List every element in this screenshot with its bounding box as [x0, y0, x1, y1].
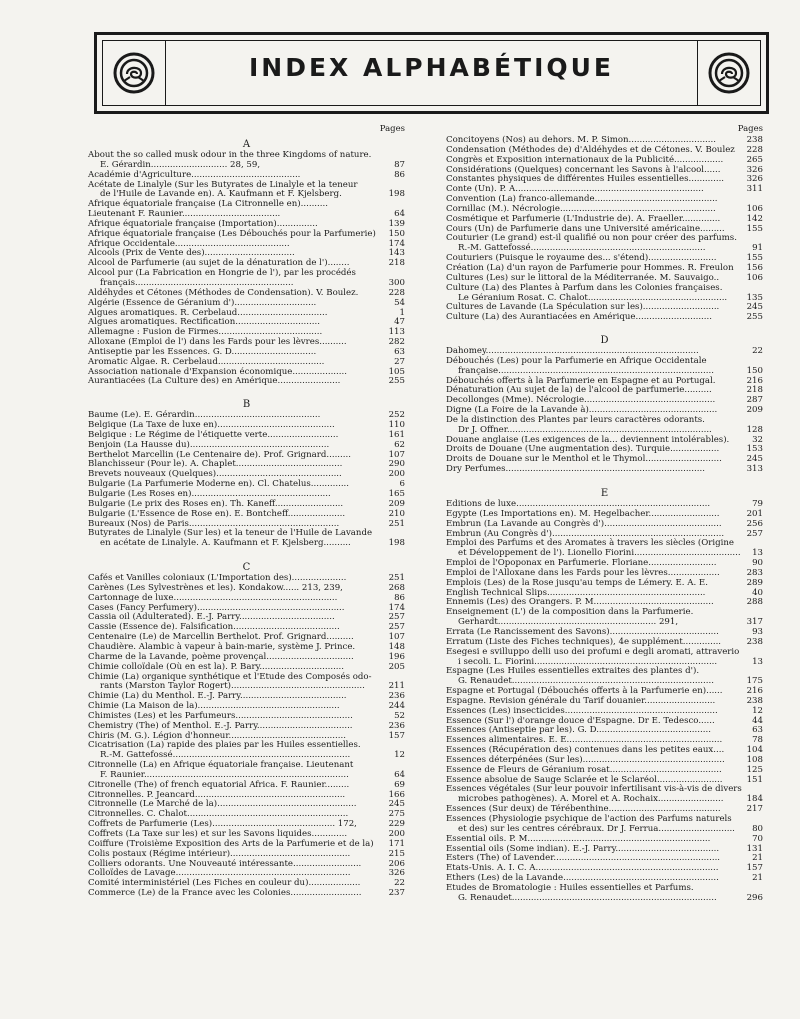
entry-text: et des) sur les centres cérébraux. Dr J. Ferrua............................: [458, 823, 735, 834]
entry-text: Colis postaux (Régime intérieur)............................................: [88, 848, 351, 859]
entry-text: Cafés et Vanilles coloniaux (L'Importation des)....................: [88, 573, 347, 584]
entry-text: De la distinction des Plantes par leurs caractères odorants.: [446, 414, 705, 425]
entry-page-number: 229: [388, 819, 405, 830]
entry-page-number: 166: [388, 789, 405, 800]
entry-text: Dénaturation (Au sujet de la) de l'alcool de parfumerie..........: [446, 385, 712, 396]
entry-text: Emploi de l'Alloxane dans les Fards pour les lèvres...................: [446, 567, 720, 578]
pages-column-header: Pages: [737, 124, 763, 134]
entry-text: Centenaire (Le) de Marcellin Berthelot. Prof. Grignard..........: [88, 632, 354, 643]
entry-text: Afrique équatoriale française (Les Débouchés pour la Parfumerie): [88, 228, 376, 239]
pages-column-header: Pages: [379, 124, 405, 134]
entry-page-number: 228: [388, 287, 405, 298]
entry-text: Cultures de Lavande (La Spéculation sur les)............................: [446, 302, 720, 313]
index-entry: [446, 313, 763, 323]
entry-page-number: 1: [399, 307, 405, 318]
entry-page-number: 200: [388, 829, 405, 839]
entry-text: en acétate de Linalyle. A. Kaufmann et F. Kjelsberg..........: [100, 538, 351, 549]
entry-page-number: 251: [388, 518, 405, 529]
entry-page-number: 245: [746, 454, 763, 465]
entry-page-number: 311: [746, 184, 763, 195]
entry-text: Essences végétales (Sur leur pouvoir infertilisant vis-à-vis de divers: [446, 784, 742, 795]
entry-text: Etudes de Bromatologie : Huiles essentielles et Parfums.: [446, 882, 694, 893]
entry-text: Aldéhydes et Cétones (Méthodes de Condensation). V. Boulez.: [88, 287, 359, 298]
entry-page-number: 13: [752, 656, 763, 667]
entry-page-number: 218: [388, 258, 405, 269]
entry-page-number: 44: [752, 715, 763, 726]
entry-text: R.-M. Gattefossé.................................................................: [100, 750, 351, 761]
entry-page-number: 326: [388, 868, 405, 879]
entry-page-number: 317: [746, 617, 763, 628]
entry-text: Cicatrisation (La) rapide des plaies par les Huiles essentielles.: [88, 740, 361, 751]
entry-page-number: 289: [746, 577, 763, 588]
entry-text: Algues aromatiques. Rectification...............................: [88, 317, 320, 328]
entry-text: Alloxane (Emploi de l') dans les Fards pour les lèvres..........: [88, 337, 347, 348]
entry-text: F. Raunier...........................................................................: [100, 769, 349, 780]
entry-page-number: 198: [388, 538, 405, 549]
entry-page-number: 300: [388, 277, 405, 288]
entry-page-number: 40: [752, 587, 763, 598]
entry-page-number: 148: [388, 641, 405, 652]
entry-page-number: 209: [388, 498, 405, 509]
entry-page-number: 78: [752, 735, 763, 746]
entry-text: Essences alimentaires. E. E.........................................................: [446, 735, 723, 746]
entry-page-number: 6: [399, 479, 405, 490]
entry-page-number: 251: [388, 573, 405, 584]
entry-text: microbes pathogènes). A. Morel et A. Rochaix........................: [458, 794, 724, 805]
entry-text: Embrun (Au Congrès d')...............................................................: [446, 528, 725, 539]
entry-page-number: 198: [388, 189, 405, 200]
entry-text: Essences (Récupération des) contenues dans les petites eaux....: [446, 745, 725, 756]
entry-text: Essences (Physiologie psychique de l'action des Parfums naturels: [446, 814, 732, 824]
entry-text: Cassia oil (Adulterated). E.-J. Parry...................................: [88, 612, 335, 623]
entry-text: Condensation (Méthodes de) d'Aldéhydes et de Cétones. V. Boulez: [446, 144, 735, 155]
entry-text: Citronnelle (La) en Afrique équatoriale française. Lieutenant: [88, 760, 354, 771]
entry-text: i secoli. L. Fiorini...................................................................: [458, 656, 718, 667]
entry-text: Butyrates de Linalyle (Sur les) et la teneur de l'Huile de Lavande: [88, 528, 373, 539]
entry-text: Belgique : Le Régime de l'étiquette verte..........................: [88, 429, 339, 440]
entry-page-number: 326: [746, 164, 763, 175]
entry-page-number: 155: [746, 253, 763, 264]
entry-page-number: 255: [388, 376, 405, 387]
entry-page-number: 64: [394, 209, 405, 220]
entry-page-number: 238: [746, 135, 763, 145]
entry-text: Esegesi e svilluppo delli uso dei profumi e degli aromati, attraverio: [446, 646, 740, 657]
entry-text: Embrun (La Lavande au Congrès d')...........................................: [446, 518, 722, 529]
entry-text: Association nationale d'Expansion économique....................: [88, 366, 347, 377]
entry-text: Constantes physiques de différentes Huiles essentielles.............: [446, 174, 725, 185]
entry-page-number: 70: [752, 833, 763, 844]
section-letter: D: [600, 335, 609, 347]
entry-text: Acétate de Linalyle (Sur les Butyrates de Linalyle et la teneur: [88, 179, 358, 190]
entry-page-number: 125: [746, 764, 763, 775]
entry-text: Débouchés offerts à la Parfumerie en Espagne et au Portugal.: [446, 375, 716, 386]
entry-text: Egypte (Les Importations en). M. Hegelbacher..........................: [446, 508, 720, 519]
entry-page-number: 256: [746, 518, 763, 529]
index-entry: [446, 894, 763, 904]
entry-page-number: 12: [752, 705, 763, 716]
entry-text: Congrès et Exposition internationaux de la Publicité..................: [446, 154, 724, 165]
entry-text: Colloïdes de Lavage................................................................: [88, 868, 351, 879]
entry-text: Création (La) d'un rayon de Parfumerie pour Hommes. R. Freulon: [446, 262, 734, 273]
entry-page-number: 205: [388, 661, 405, 672]
entry-text: Cartonnage de luxe............................................................: [88, 592, 338, 603]
index-column-right: [446, 125, 763, 904]
entry-text: Chimistes (Les) et les Parfumeurs...........................................: [88, 710, 353, 721]
entry-page-number: 283: [746, 567, 763, 578]
entry-page-number: 157: [746, 863, 763, 874]
entry-page-number: 268: [388, 582, 405, 593]
entry-page-number: 139: [388, 218, 405, 229]
entry-page-number: 255: [746, 312, 763, 323]
entry-text: Bulgarie (Les Roses en)...................................................: [88, 489, 331, 499]
index-entry: [446, 465, 763, 475]
entry-text: Belgique (La Taxe de luxe en)...........................................: [88, 420, 335, 431]
entry-text: Cultures (Les) sur le littoral de la Méditerranée. M. Sauvaigo..: [446, 272, 720, 283]
entry-text: Digne (La Foire de la Lavande à)...............................................: [446, 405, 718, 416]
entry-text: Chaudière. Alambic à vapeur à bain-marie, système J. Prince.: [88, 641, 356, 652]
entry-page-number: 218: [746, 385, 763, 396]
entry-page-number: 171: [388, 838, 405, 849]
entry-page-number: 13: [752, 548, 763, 559]
entry-text: Chimie (La) organique synthétique et l'Etude des Composés odo-: [88, 671, 372, 682]
entry-page-number: 79: [752, 499, 763, 509]
entry-text: Benjoin (La Hausse du)...................................................: [88, 439, 330, 450]
entry-text: Considérations (Quelques) concernant les Savons à l'alcool......: [446, 164, 721, 175]
entry-text: rants (Marston Taylor Rogert).................................................: [100, 681, 365, 692]
entry-page-number: 64: [394, 769, 405, 780]
entry-text: Berthelot Marcellin (Le Centenaire de). Prof. Grignard.........: [88, 449, 351, 460]
entry-text: Carènes (Les Sylvestrènes et les). Kondakow...... 213, 239,: [88, 582, 343, 593]
entry-text: Essence de Fleurs de Géranium rosat.........................................: [446, 764, 722, 775]
entry-text: Enseignement (L') de la composition dans la Parfumerie.: [446, 607, 694, 618]
entry-text: Conte (Un). P. A.....................................................................: [446, 184, 704, 195]
entry-page-number: 206: [388, 858, 405, 869]
entry-page-number: 22: [752, 346, 763, 357]
entry-page-number: 245: [388, 799, 405, 810]
entry-text: Cours (Un) de Parfumerie dans une Université américaine.........: [446, 223, 725, 234]
entry-page-number: 107: [388, 449, 405, 460]
entry-page-number: 201: [746, 508, 763, 519]
entry-text: Cassie (Essence de). Falsification.......................................: [88, 622, 340, 633]
entry-text: Cases (Fancy Perfumery)......................................................: [88, 602, 345, 613]
entry-text: Algérie (Essence de Géranium d')..............................: [88, 297, 317, 308]
section-letter: B: [242, 399, 251, 411]
entry-text: Algues aromatiques. R. Cerbelaud.................................: [88, 307, 328, 318]
entry-text: Essential oils (Some indian). E.-J. Parry......................................: [446, 843, 720, 854]
entry-page-number: 296: [746, 892, 763, 903]
entry-page-number: 238: [746, 695, 763, 706]
entry-page-number: 106: [746, 272, 763, 283]
entry-text: Coffrets (La Taxe sur les) et sur les Savons liquides.............: [88, 829, 348, 839]
entry-page-number: 106: [746, 203, 763, 214]
entry-text: G. Renaudet...........................................................................: [458, 892, 717, 903]
entry-text: Citronnelles. C. Chalot...........................................................: [88, 809, 349, 820]
entry-text: Bulgarie (L'Essence de Rose en). E. Bontcheff.....................: [88, 508, 346, 519]
entry-page-number: 12: [394, 750, 405, 761]
entry-text: Essences déterpénées (Sur les)....................................................: [446, 754, 725, 765]
index-column-left: [88, 125, 405, 899]
entry-page-number: 265: [746, 154, 763, 165]
entry-text: Espagne et Portugal (Débouchés offerts à la Parfumerie en)......: [446, 686, 723, 697]
entry-text: Alcools (Prix de Vente des).................................: [88, 248, 295, 259]
entry-page-number: 93: [752, 626, 763, 637]
entry-text: English Technical Slips..........................................................: [446, 587, 706, 598]
index-entry: [88, 377, 405, 387]
entry-text: G. Renaudet..........................................................................: [458, 676, 714, 687]
entry-page-number: 216: [746, 375, 763, 386]
entry-text: Charme de la Lavande, poème provençal................................: [88, 651, 354, 662]
entry-page-number: 209: [746, 405, 763, 416]
entry-text: Essence absolue de Sauge Sclarée et le Sclaréol........................: [446, 774, 723, 785]
entry-page-number: 107: [388, 632, 405, 643]
entry-page-number: 142: [746, 213, 763, 224]
entry-page-number: 86: [394, 592, 405, 603]
entry-page-number: 21: [752, 873, 763, 884]
entry-text: Emploi de l'Opoponax en Parfumerie. Floriane.........................: [446, 558, 717, 569]
entry-page-number: 69: [394, 779, 405, 790]
entry-page-number: 47: [394, 317, 405, 328]
entry-text: Culture (La) des Plantes à Parfum dans les Colonies françaises.: [446, 282, 723, 293]
entry-text: Aromatic Algae. R. Cerbelaud.......................................: [88, 356, 325, 367]
section-letter: A: [242, 139, 251, 150]
entry-text: Editions de luxe.......................................................................: [446, 499, 711, 509]
entry-text: Allemagne : Fusion de Firmes......................................: [88, 327, 323, 338]
entry-text: Brevets nouveaux (Quelques)..............................................: [88, 469, 342, 480]
entry-text: Antiseptie par les Essences. G. D...............................: [88, 346, 317, 357]
entry-page-number: 150: [746, 365, 763, 376]
entry-page-number: 156: [746, 262, 763, 273]
entry-text: Commerce (Le) de la France avec les Colonies..........................: [88, 888, 362, 899]
entry-page-number: 326: [746, 174, 763, 185]
entry-text: Lieutenant F. Raunier....................................: [88, 209, 281, 220]
entry-text: Gerhardt.......................................................... 291,: [458, 617, 679, 628]
entry-text: Le Géranium Rosat. C. Chalot...................................................: [458, 292, 728, 303]
entry-page-number: 104: [746, 745, 763, 756]
entry-text: Dahomey..............................................................................: [446, 346, 699, 357]
entry-page-number: 153: [746, 444, 763, 455]
entry-page-number: 175: [746, 676, 763, 687]
entry-text: Chimie (La) du Menthol. E.-J. Parry.......................................: [88, 691, 347, 702]
entry-page-number: 288: [746, 597, 763, 608]
entry-text: Chimie (La Maison de la)....................................................: [88, 701, 340, 712]
entry-text: Colliers odorants. Une Nouveauté intéressante.........................: [88, 858, 362, 869]
entry-text: Cornillac (M.). Nécrologie.........................................................: [446, 203, 716, 214]
entry-page-number: 216: [746, 686, 763, 697]
entry-page-number: 62: [394, 439, 405, 450]
entry-text: Erratum (Liste des Fiches techniques), 4e supplément..............: [446, 636, 722, 647]
entry-page-number: 238: [746, 636, 763, 647]
entry-text: Espagne (Les Huiles essentielles extraites des plantes d').: [446, 666, 700, 677]
entry-text: Essences (Les) insecticides........................................................: [446, 705, 718, 716]
entry-text: Etats-Unis. A. I. C. A...................................................................: [446, 863, 719, 874]
entry-text: Cosmétique et Parfumerie (L'Industrie de). A. Fraeller..............: [446, 213, 721, 224]
entry-page-number: 151: [746, 774, 763, 785]
rose-ornament-icon: [111, 50, 157, 96]
entry-page-number: 80: [752, 823, 763, 834]
entry-text: Académie d'Agriculture........................................: [88, 169, 301, 180]
entry-page-number: 275: [388, 809, 405, 820]
entry-page-number: 184: [746, 794, 763, 805]
entry-page-number: 244: [388, 701, 405, 712]
entry-page-number: 236: [388, 691, 405, 702]
entry-text: Débouchés (Les) pour la Parfumerie en Afrique Occidentale: [446, 355, 707, 366]
entry-text: Dry Perfumes.........................................................................: [446, 464, 705, 475]
entry-page-number: 174: [388, 602, 405, 613]
entry-page-number: 200: [388, 469, 405, 480]
entry-page-number: 128: [746, 424, 763, 435]
entry-page-number: 217: [746, 804, 763, 815]
entry-text: Comité interministériel (Les Fiches en couleur du)...................: [88, 878, 361, 889]
entry-text: Essences (Sur deux) de Térébenthine.........................................: [446, 804, 721, 815]
entry-page-number: 131: [746, 843, 763, 854]
entry-page-number: 32: [752, 434, 763, 445]
entry-text: Essences (Antiseptie par les). G. D..........................................: [446, 725, 711, 736]
entry-page-number: 161: [388, 429, 405, 440]
entry-text: Esters (The) of Lavender.............................................................: [446, 853, 721, 864]
entry-page-number: 143: [388, 248, 405, 259]
entry-text: Convention (La) franco-allemande.............................................: [446, 194, 718, 205]
banner-divider-left: [165, 41, 166, 105]
entry-text: Bulgarie (La Parfumerie Moderne en). Cl. Chatelus..............: [88, 479, 350, 490]
banner-divider-right: [697, 41, 698, 105]
index-entry: [88, 889, 405, 899]
entry-text: Emploi des Parfums et des Aromates à travers les siècles (Origine: [446, 538, 734, 549]
entry-text: R.-M. Gattefossé................................................................: [458, 243, 706, 254]
entry-page-number: 290: [388, 459, 405, 470]
entry-page-number: 257: [388, 612, 405, 623]
entry-text: Bureaux (Nos) de Paris.......................................................: [88, 518, 340, 529]
entry-page-number: 165: [388, 489, 405, 499]
entry-text: Citronnelles. P. Jeancard.......................................................: [88, 789, 346, 800]
entry-text: Dr J. Offner...........................................................................: [458, 424, 712, 435]
entry-text: Droits de Douane (Une augmentation des). Turquie..................: [446, 444, 720, 455]
entry-page-number: 210: [388, 508, 405, 519]
entry-page-number: 110: [388, 420, 405, 431]
entry-page-number: 22: [394, 878, 405, 889]
entry-text: française...............................................................................: [458, 365, 714, 376]
entry-text: Baume (Le). E. Gérardin..............................................: [88, 410, 321, 421]
entry-page-number: 228: [746, 144, 763, 155]
banner-inner-frame: [102, 40, 761, 106]
entry-page-number: 257: [746, 528, 763, 539]
entry-page-number: 313: [746, 464, 763, 475]
entry-page-number: 108: [746, 754, 763, 765]
entry-page-number: 155: [746, 223, 763, 234]
entry-text: Citronelle (The) of french equatorial Africa. F. Raunier.........: [88, 779, 350, 790]
page-title: INDEX ALPHABÉTIQUE: [248, 53, 615, 82]
entry-page-number: 252: [388, 410, 405, 421]
entry-text: Espagne. Revision générale du Tarif douanier..........................: [446, 695, 716, 706]
entry-text: Errata (Le Rancissement des Savons)........................................: [446, 626, 719, 637]
entry-page-number: 52: [394, 710, 405, 721]
entry-text: Ethers (Les) de la Lavande.........................................................: [446, 873, 719, 884]
entry-page-number: 245: [746, 302, 763, 313]
entry-text: Afrique Occidentale..........................................: [88, 238, 290, 249]
entry-text: Couturier (Le grand) est-il qualifié ou non pour créer des parfums.: [446, 233, 737, 244]
entry-page-number: 257: [388, 622, 405, 633]
entry-page-number: 287: [746, 395, 763, 406]
entry-text: Alcool pur (La Fabrication en Hongrie de l'), par les procédés: [88, 268, 356, 279]
entry-page-number: 63: [394, 346, 405, 357]
entry-text: Droits de Douane sur le Menthol et le Thymol............................: [446, 454, 722, 465]
entry-text: Essence (Sur l') d'orange douce d'Espagne. Dr E. Tedesco......: [446, 715, 715, 726]
entry-page-number: 21: [752, 853, 763, 864]
entry-text: Emplois (Les) de la Rose jusqu'au temps de Lémery. E. A. E.: [446, 577, 708, 588]
entry-page-number: 237: [388, 888, 405, 899]
title-banner: [94, 32, 769, 114]
entry-text: Chemistry (The) of Menthol. E.-J. Parry...................................: [88, 720, 353, 731]
entry-page-number: 54: [394, 297, 405, 308]
entry-page-number: 135: [746, 292, 763, 303]
entry-text: Citronnelle (Le Marché de la)...................................................: [88, 799, 357, 810]
entry-page-number: 236: [388, 720, 405, 731]
entry-text: Decollonges (Mme). Nécrologie................................................: [446, 395, 716, 406]
entry-page-number: 215: [388, 848, 405, 859]
entry-text: Blanchisseur (Pour le). A. Chaplet.......................................: [88, 459, 343, 470]
rose-ornament-icon: [706, 50, 752, 96]
entry-page-number: 211: [388, 681, 405, 692]
entry-text: Coffrets de Parfumerie (Les)............................................. 172,: [88, 819, 357, 830]
entry-text: Alcool de Parfumerie (au sujet de la dénaturation de l')........: [88, 258, 350, 269]
entry-page-number: 282: [388, 337, 405, 348]
entry-text: Douane anglaise (Les exigences de la... deviennent intolérables).: [446, 434, 730, 445]
entry-text: Chiris (M. G.). Légion d'honneur...........................................: [88, 730, 346, 741]
entry-text: E. Gérardin............................ 28, 59,: [100, 159, 261, 170]
entry-text: de l'Huile de Lavande en). A. Kaufmann et F. Kjelsberg.: [100, 189, 342, 200]
entry-text: Aurantiacées (La Culture des) en Amérique.......................: [88, 376, 341, 387]
entry-text: Afrique équatoriale française (La Citronnelle en)..........: [88, 199, 328, 210]
entry-page-number: 174: [388, 238, 405, 249]
section-letter: C: [242, 562, 251, 574]
section-letter: E: [600, 488, 609, 499]
entry-page-number: 105: [388, 366, 405, 377]
entry-text: Afrique équatoriale française (Importation)...............: [88, 218, 318, 229]
entry-text: Ennemis (Les) des Orangers. P. M............................................: [446, 597, 714, 608]
entry-page-number: 27: [394, 356, 405, 367]
entry-text: et Développement de l'). Lionello Fiorini.......................................: [458, 548, 741, 559]
entry-page-number: 63: [752, 725, 763, 736]
entry-text: Concitoyens (Nos) au dehors. M. P. Simon................................: [446, 135, 716, 145]
entry-text: Coiffure (Troisième Exposition des Arts de la Parfumerie et de la): [88, 838, 374, 849]
entry-page-number: 90: [752, 558, 763, 569]
entry-text: français..........................................................: [100, 277, 294, 288]
entry-page-number: 91: [752, 243, 763, 254]
entry-page-number: 113: [388, 327, 405, 338]
index-entry: [88, 539, 405, 549]
entry-page-number: 86: [394, 169, 405, 180]
entry-text: Chimie colloïdale (Où en est la). P. Bary...............................: [88, 661, 345, 672]
entry-text: Bulgarie (Le prix des Roses en). Th. Kaneff.........................: [88, 498, 344, 509]
entry-page-number: 87: [394, 159, 405, 170]
entry-text: Culture (La) des Aurantiacées en Amérique............................: [446, 312, 712, 323]
entry-text: About the so called musk odour in the three Kingdoms of nature.: [88, 150, 372, 160]
entry-page-number: 196: [388, 651, 405, 662]
entry-page-number: 150: [388, 228, 405, 239]
entry-text: Essential oils. P. M...................................................................: [446, 833, 711, 844]
entry-text: Couturiers (Puisque le royaume des... s'étend).........................: [446, 253, 717, 264]
entry-page-number: 157: [388, 730, 405, 741]
